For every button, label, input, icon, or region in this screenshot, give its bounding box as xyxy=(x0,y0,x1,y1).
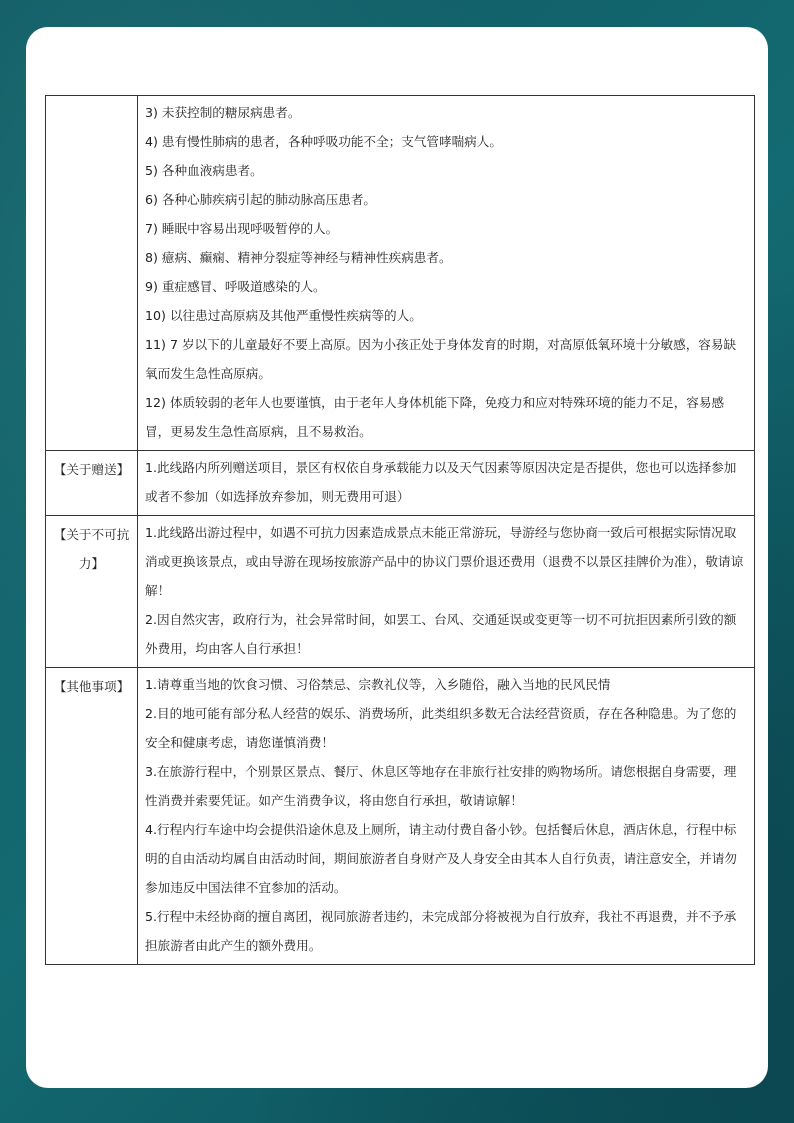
row-label xyxy=(46,96,138,451)
list-item: 12) 体质较弱的老年人也要谨慎，由于老年人身体机能下降，免疫力和应对特殊环境的能力不足，容易感冒，更易发生急性高原病，且不易救治。 xyxy=(145,395,725,439)
row-label: 【关于赠送】 xyxy=(46,451,138,516)
list-item: 5) 各种血液病患者。 xyxy=(145,163,263,178)
table-row xyxy=(46,668,755,965)
list-item: 4) 患有慢性肺病的患者，各种呼吸功能不全；支气管哮喘病人。 xyxy=(145,134,502,149)
row-label: 【关于不可抗力】 xyxy=(46,516,138,668)
row-content xyxy=(138,516,755,668)
list-item: 4.行程内行车途中均会提供沿途休息及上厕所，请主动付费自备小钞。包括餐后休息，酒店休息，行程中标明的自由活动均属自由活动时间，期间旅游者自身财产及人身安全由其本人自行负责，请注意安全，并请勿参加违反中国法律不宜参加的活动。 xyxy=(145,822,737,895)
list-item: 2.目的地可能有部分私人经营的娱乐、消费场所，此类组织多数无合法经营资质，存在各种隐患。为了您的安全和健康考虑，请您谨慎消费！ xyxy=(145,706,737,750)
list-item: 1.此线路内所列赠送项目，景区有权依自身承载能力以及天气因素等原因决定是否提供，您也可以选择参加或者不参加（如选择放弃参加，则无费用可退） xyxy=(145,460,737,504)
list-item: 7) 睡眠中容易出现呼吸暂停的人。 xyxy=(145,221,339,236)
table-row xyxy=(46,516,755,668)
list-item: 11) 7 岁以下的儿童最好不要上高原。因为小孩正处于身体发育的时期，对高原低氧环境十分敏感，容易缺氧而发生急性高原病。 xyxy=(145,337,737,381)
table-row xyxy=(46,96,755,451)
info-table xyxy=(45,95,755,965)
table-row xyxy=(46,451,755,516)
row-label: 【其他事项】 xyxy=(46,668,138,965)
list-item: 1.请尊重当地的饮食习惯、习俗禁忌、宗教礼仪等，入乡随俗，融入当地的民风民情 xyxy=(145,677,611,692)
list-item: 3) 未获控制的糖尿病患者。 xyxy=(145,105,301,120)
list-item: 6) 各种心肺疾病引起的肺动脉高压患者。 xyxy=(145,192,377,207)
list-item: 9) 重症感冒、呼吸道感染的人。 xyxy=(145,279,326,294)
list-item: 1.此线路出游过程中，如遇不可抗力因素造成景点未能正常游玩，导游经与您协商一致后可根据实际情况取消或更换该景点，或由导游在现场按旅游产品中的协议门票价退还费用（退费不以景区挂牌价为准），敬请谅解！ xyxy=(145,525,744,598)
row-content xyxy=(138,96,755,451)
list-item: 3.在旅游行程中，个别景区景点、餐厅、休息区等地存在非旅行社安排的购物场所。请您根据自身需要，理性消费并索要凭证。如产生消费争议，将由您自行承担，敬请谅解！ xyxy=(145,764,737,808)
row-content xyxy=(138,451,755,516)
list-item: 5.行程中未经协商的擅自离团，视同旅游者违约，未完成部分将被视为自行放弃，我社不再退费，并不予承担旅游者由此产生的额外费用。 xyxy=(145,909,737,953)
row-content xyxy=(138,668,755,965)
list-item: 10) 以往患过高原病及其他严重慢性疾病等的人。 xyxy=(145,308,422,323)
list-item: 8) 癔病、癫痫、精神分裂症等神经与精神性疾病患者。 xyxy=(145,250,452,265)
list-item: 2.因自然灾害，政府行为，社会异常时间，如罢工、台风、交通延误或变更等一切不可抗拒因素所引致的额外费用，均由客人自行承担！ xyxy=(145,612,737,656)
